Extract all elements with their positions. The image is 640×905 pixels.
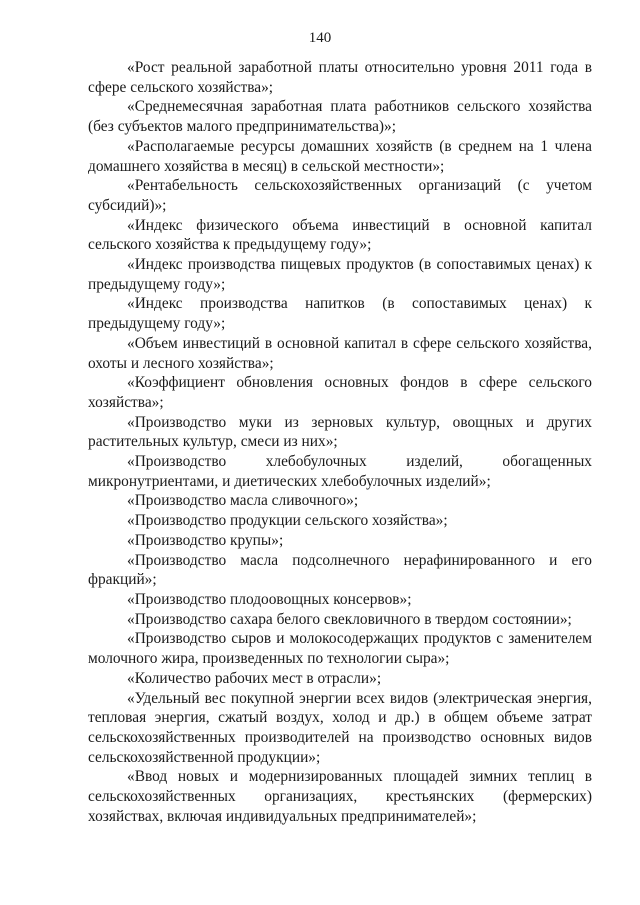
list-item: «Производство сахара белого свекловичного в твердом состоянии»; <box>127 610 572 628</box>
list-item: «Производство крупы»; <box>127 531 284 549</box>
list-item: «Производство масла сливочного»; <box>127 492 359 510</box>
list-item: «Количество рабочих мест в отрасли»; <box>127 669 382 687</box>
list-item: «Ввод новых и модернизированных площадей зимних теплиц в сельскохозяйственных организациях, крестьянских (фермерских) хозяйствах, включая индивидуальных предпринимателей»; <box>88 768 592 825</box>
indicator-list <box>88 58 592 826</box>
list-item: «Производство хлебобулочных изделий, обогащенных микронутриентами, и диетических хлебобулочных изделий»; <box>88 453 592 490</box>
list-item: «Располагаемые ресурсы домашних хозяйств (в среднем на 1 члена домашнего хозяйства в месяц) в сельской местности»; <box>88 137 592 175</box>
list-item: «Рентабельность сельскохозяйственных организаций (с учетом субсидий)»; <box>88 177 592 214</box>
list-item: «Индекс производства напитков (в сопоставимых ценах) к предыдущему году»; <box>88 295 592 333</box>
list-item: «Объем инвестиций в основной капитал в сфере сельского хозяйства, охоты и лесного хозяйства»; <box>88 334 592 372</box>
list-item: «Производство муки из зерновых культур, овощных и других растительных культур, смеси из них»; <box>88 413 592 451</box>
list-item: «Производство масла подсолнечного нерафинированного и его фракций»; <box>88 551 592 589</box>
list-item: «Индекс физического объема инвестиций в основной капитал сельского хозяйства к предыдущему году»; <box>88 216 592 254</box>
list-item: «Удельный вес покупной энергии всех видов (электрическая энергия, тепловая энергия, сжатый воздух, холод и др.) в общем объеме затрат сельскохозяйственных производителей на производство основных видов сельскохозяйственной продукции»; <box>88 689 592 766</box>
list-item: «Рост реальной заработной платы относительно уровня 2011 года в сфере сельского хозяйства»; <box>88 59 592 96</box>
list-item: «Производство сыров и молокосодержащих продуктов с заменителем молочного жира, произведенных по технологии сыра»; <box>88 630 592 668</box>
page-number: 140 <box>308 30 332 46</box>
list-item: «Производство плодоовощных консервов»; <box>127 590 412 608</box>
list-item: «Коэффициент обновления основных фондов в сфере сельского хозяйства»; <box>88 374 592 411</box>
list-item: «Производство продукции сельского хозяйства»; <box>127 512 448 530</box>
list-item: «Индекс производства пищевых продуктов (в сопоставимых ценах) к предыдущему году»; <box>88 256 592 293</box>
list-item: «Среднемесячная заработная плата работников сельского хозяйства (без субъектов малого предпринимательства)»; <box>88 98 592 136</box>
